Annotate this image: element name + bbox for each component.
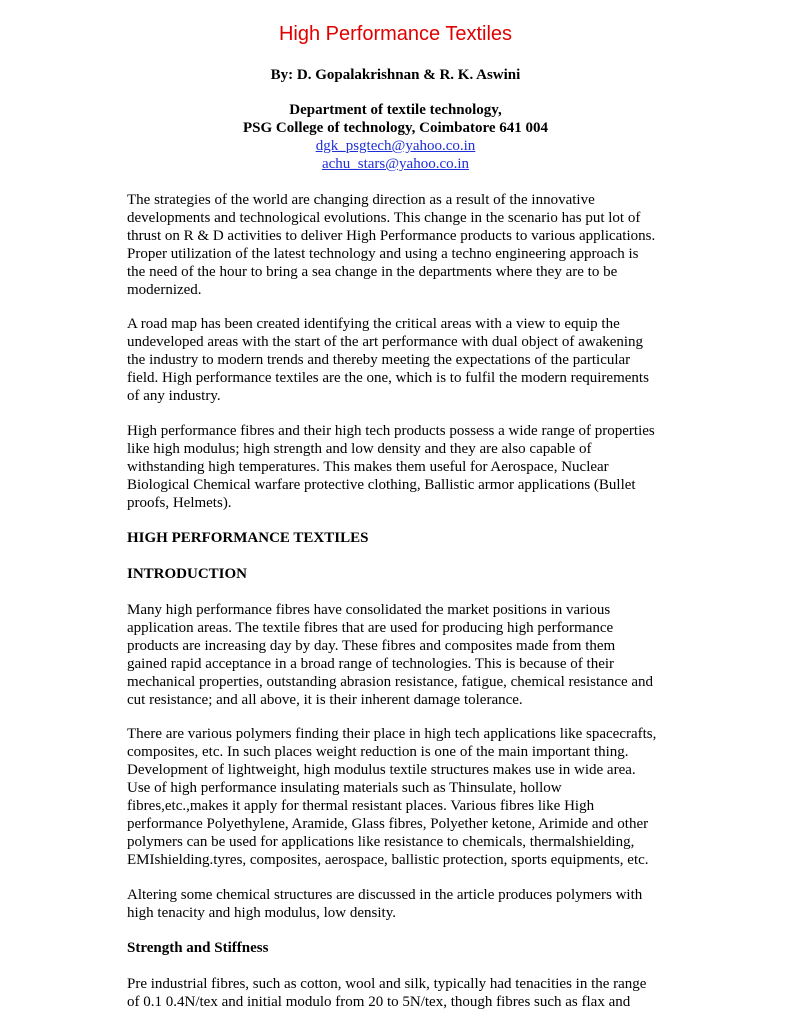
paragraph-line: polymers can be used for applications like resistance to chemicals, thermalshielding, xyxy=(127,834,635,850)
section-heading-high-performance-textiles: HIGH PERFORMANCE TEXTILES xyxy=(127,530,369,546)
paragraph-line: There are various polymers finding their place in high tech applications like spacecrafts, xyxy=(127,726,657,742)
paragraph-4 xyxy=(127,601,667,709)
affiliation-college: PSG College of technology, Coimbatore 641 004 xyxy=(242,120,549,136)
paragraph-line: Altering some chemical structures are discussed in the article produces polymers with xyxy=(127,887,643,903)
paragraph-6 xyxy=(127,886,667,922)
paragraph-line: thrust on R & D activities to deliver High Performance products to various applications. xyxy=(127,228,656,244)
paragraph-line: mechanical properties, outstanding abrasion resistance, fatigue, chemical resistance and xyxy=(127,674,654,690)
paragraph-line: products are increasing day by day. These fibres and composites made from them xyxy=(127,638,616,654)
paragraph-line: of any industry. xyxy=(127,388,221,404)
paragraph-line: the need of the hour to bring a sea change in the departments where they are to be xyxy=(127,264,618,280)
section-heading-strength-and-stiffness: Strength and Stiffness xyxy=(127,940,269,956)
paragraph-line: Many high performance fibres have consolidated the market positions in various xyxy=(127,602,611,618)
paragraph-line: gained rapid acceptance in a broad range of technologies. This is because of their xyxy=(127,656,615,672)
paragraph-line: application areas. The textile fibres that are used for producing high performance xyxy=(127,620,614,636)
paragraph-line: of 0.1 0.4N/tex and initial modulo from 20 to 5N/tex, though fibres such as flax and xyxy=(127,994,631,1010)
paragraph-line: field. High performance textiles are the one, which is to fulfil the modern requirements xyxy=(127,370,649,386)
paragraph-line: cut resistance; and all above, it is their inherent damage tolerance. xyxy=(127,692,523,708)
paragraph-line: The strategies of the world are changing direction as a result of the innovative xyxy=(127,192,595,208)
paragraph-line: the industry to modern trends and thereby meeting the expectations of the particular xyxy=(127,352,631,368)
paragraph-line: proofs, Helmets). xyxy=(127,495,232,511)
paragraph-2 xyxy=(127,315,667,405)
paragraph-line: Biological Chemical warfare protective clothing, Ballistic armor applications (Bullet xyxy=(127,477,636,493)
document-title: High Performance Textiles xyxy=(278,23,513,45)
paragraph-line: withstanding high temperatures. This makes them useful for Aerospace, Nuclear xyxy=(127,459,609,475)
paragraph-line: performance Polyethylene, Aramide, Glass fibres, Polyether ketone, Arimide and other xyxy=(127,816,649,832)
paragraph-7 xyxy=(127,975,667,1011)
email-link-2[interactable]: achu_stars@yahoo.co.in xyxy=(321,156,470,172)
email-link-1[interactable]: dgk_psgtech@yahoo.co.in xyxy=(315,138,476,154)
byline: By: D. Gopalakrishnan & R. K. Aswini xyxy=(270,67,521,83)
paragraph-line: high tenacity and high modulus, low density. xyxy=(127,905,396,921)
paragraph-line: Use of high performance insulating materials such as Thinsulate, hollow xyxy=(127,780,562,796)
paragraph-line: Pre industrial fibres, such as cotton, wool and silk, typically had tenacities in the range xyxy=(127,976,647,992)
paragraph-line: EMIshielding.tyres, composites, aerospace, ballistic protection, sports equipments, etc. xyxy=(127,852,649,868)
paragraph-line: developments and technological evolutions. This change in the scenario has put lot of xyxy=(127,210,641,226)
paragraph-line: like high modulus; high strength and low density and they are also capable of xyxy=(127,441,592,457)
paragraph-line: modernized. xyxy=(127,282,202,298)
paragraph-line: Development of lightweight, high modulus textile structures makes use in wide area. xyxy=(127,762,636,778)
paragraph-1 xyxy=(127,191,667,299)
paragraph-line: A road map has been created identifying the critical areas with a view to equip the xyxy=(127,316,620,332)
affiliation-dept: Department of textile technology, xyxy=(289,102,502,118)
section-heading-introduction: INTRODUCTION xyxy=(127,566,248,582)
paragraph-line: fibres,etc.,makes it apply for thermal resistant places. Various fibres like High xyxy=(127,798,595,814)
paragraph-line: Proper utilization of the latest technology and using a techno engineering approach is xyxy=(127,246,639,262)
paragraph-line: undeveloped areas with the start of the art performance with dual object of awakening xyxy=(127,334,644,350)
paragraph-line: High performance fibres and their high tech products possess a wide range of properties xyxy=(127,423,655,439)
paragraph-3 xyxy=(127,422,667,512)
paragraph-line: composites, etc. In such places weight reduction is one of the main important thing. xyxy=(127,744,629,760)
paragraph-5 xyxy=(127,725,667,869)
